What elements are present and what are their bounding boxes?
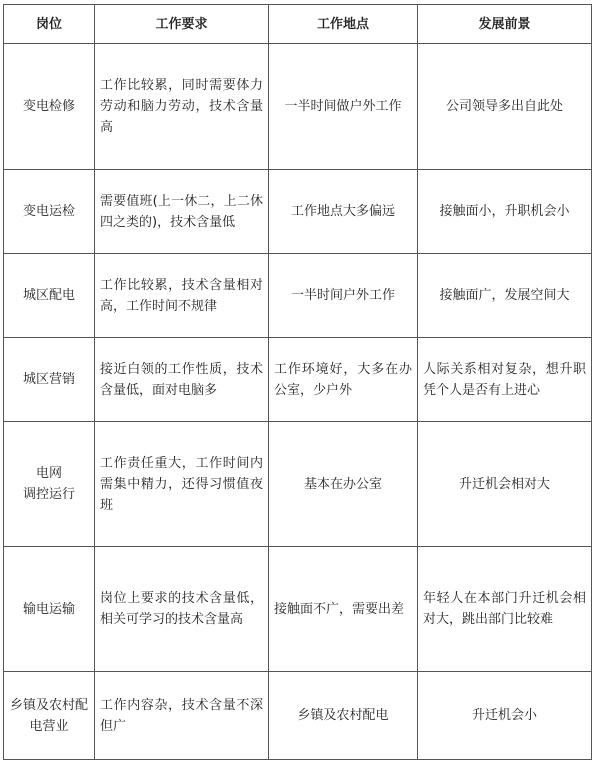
cell-location: 一半时间户外工作 <box>269 254 418 338</box>
cell-requirement: 工作比较累，技术含量相对高，工作时间不规律 <box>95 254 269 338</box>
cell-position: 城区营销 <box>4 338 95 422</box>
cell-location: 一半时间做户外工作 <box>269 44 418 170</box>
table-row <box>4 547 592 672</box>
table-row <box>4 672 592 760</box>
cell-requirement: 工作责任重大，工作时间内需集中精力，还得习惯值夜班 <box>95 422 269 547</box>
cell-position: 城区配电 <box>4 254 95 338</box>
cell-location: 工作地点大多偏远 <box>269 170 418 254</box>
cell-prospect: 年轻人在本部门升迁机会相对大，跳出部门比较难 <box>418 547 592 672</box>
cell-location: 工作环境好，大多在办公室，少户外 <box>269 338 418 422</box>
table-row <box>4 170 592 254</box>
header-requirement: 工作要求 <box>95 5 269 44</box>
header-position: 岗位 <box>4 5 95 44</box>
table-row <box>4 422 592 547</box>
cell-requirement: 接近白领的工作性质，技术含量低，面对电脑多 <box>95 338 269 422</box>
cell-position: 变电检修 <box>4 44 95 170</box>
cell-position: 变电运检 <box>4 170 95 254</box>
cell-location: 接触面不广，需要出差 <box>269 547 418 672</box>
table-row <box>4 44 592 170</box>
cell-position: 输电运输 <box>4 547 95 672</box>
header-row <box>4 5 592 44</box>
cell-prospect: 接触面广，发展空间大 <box>418 254 592 338</box>
cell-prospect: 公司领导多出自此处 <box>418 44 592 170</box>
cell-prospect: 接触面小，升职机会小 <box>418 170 592 254</box>
cell-location: 乡镇及农村配电 <box>269 672 418 760</box>
cell-requirement: 工作内容杂，技术含量不深但广 <box>95 672 269 760</box>
table-row <box>4 254 592 338</box>
table-row <box>4 338 592 422</box>
cell-prospect: 升迁机会相对大 <box>418 422 592 547</box>
job-comparison-table <box>3 4 592 760</box>
header-location: 工作地点 <box>269 5 418 44</box>
cell-prospect: 人际关系相对复杂，想升职凭个人是否有上进心 <box>418 338 592 422</box>
cell-location: 基本在办公室 <box>269 422 418 547</box>
cell-position: 电网 调控运行 <box>4 422 95 547</box>
cell-requirement: 岗位上要求的技术含量低，相关可学习的技术含量高 <box>95 547 269 672</box>
cell-requirement: 工作比较累，同时需要体力劳动和脑力劳动，技术含量高 <box>95 44 269 170</box>
cell-requirement: 需要值班(上一休二，上二休四之类的)，技术含量低 <box>95 170 269 254</box>
cell-prospect: 升迁机会小 <box>418 672 592 760</box>
cell-position: 乡镇及农村配电营业 <box>4 672 95 760</box>
header-prospect: 发展前景 <box>418 5 592 44</box>
